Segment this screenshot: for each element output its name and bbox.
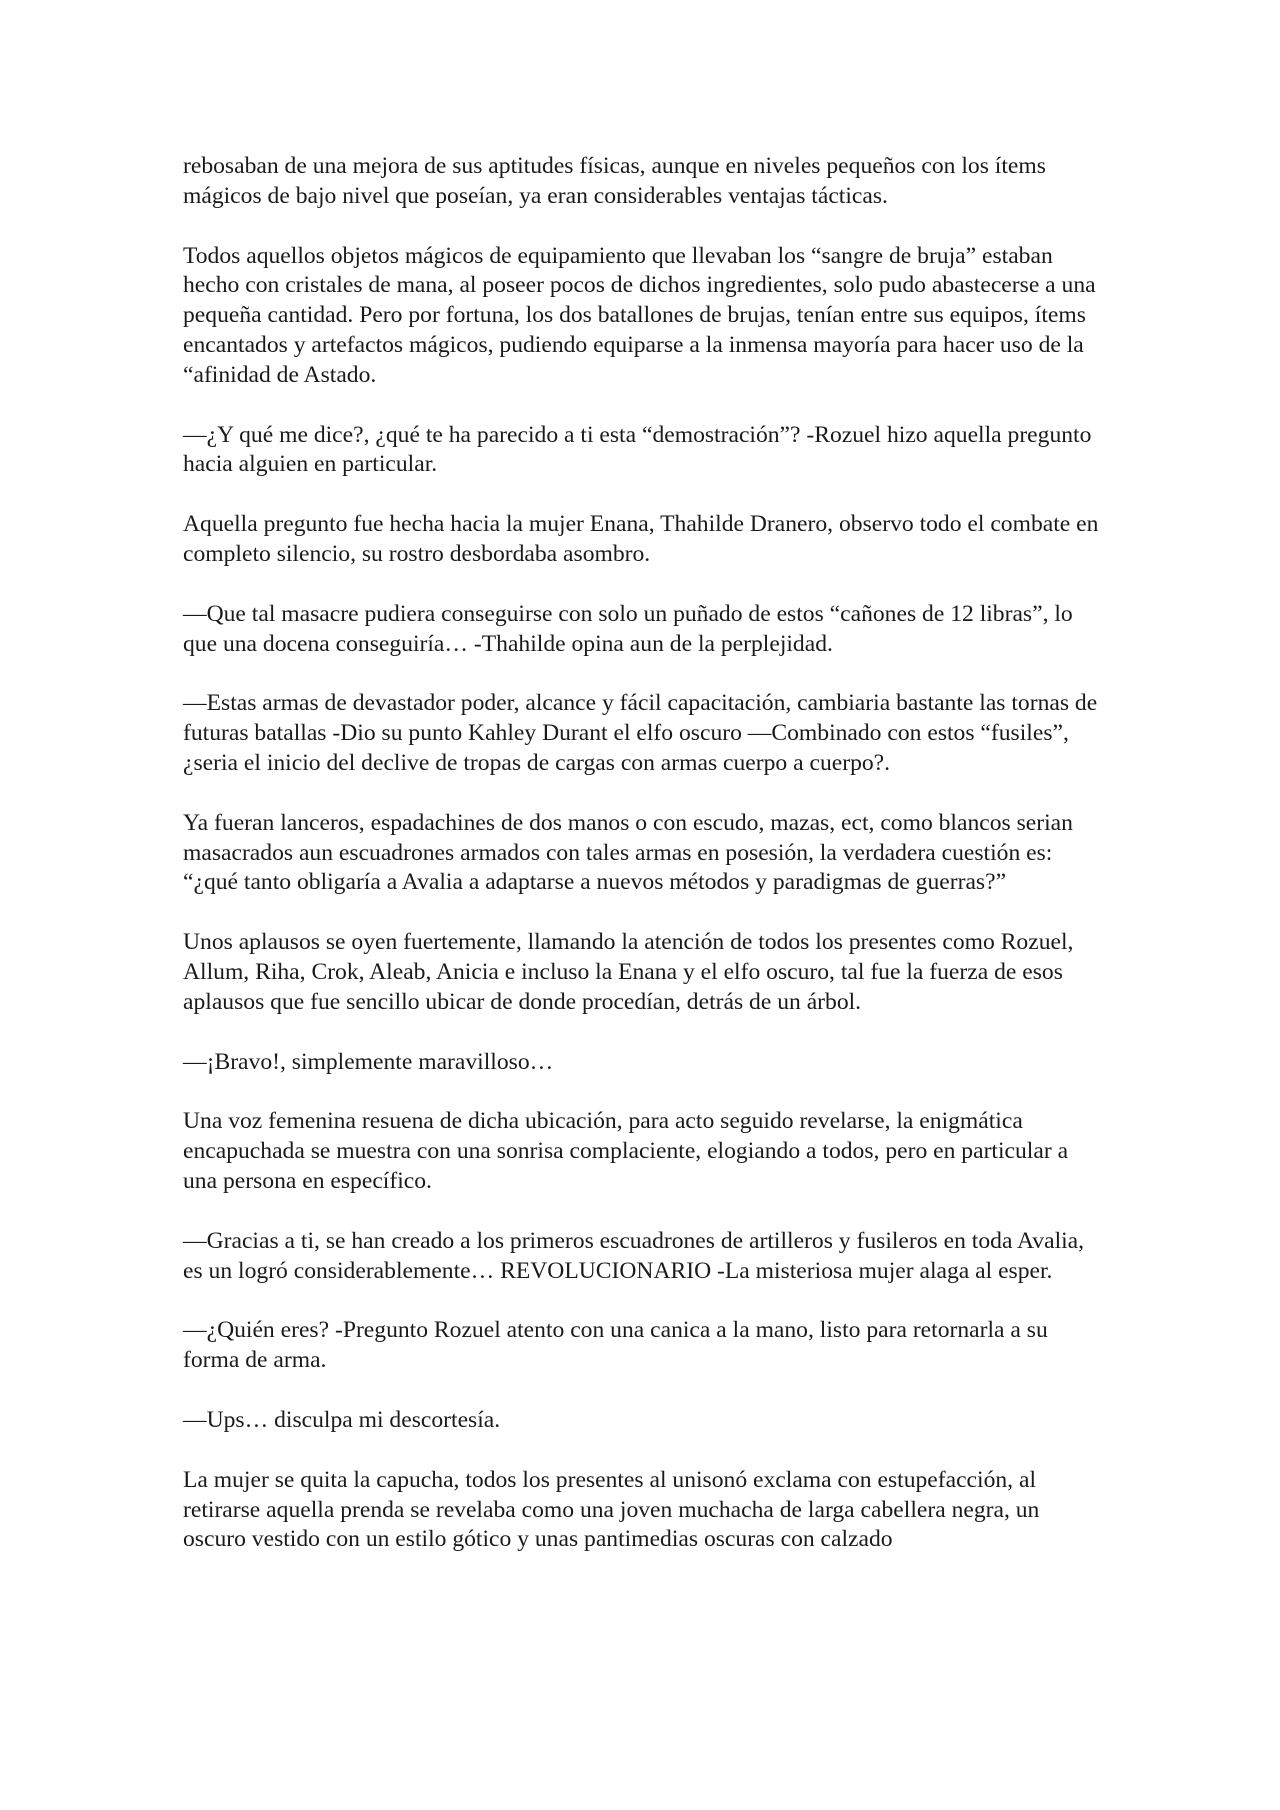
paragraph: —¡Bravo!, simplemente maravilloso… <box>183 1048 554 1075</box>
paragraph: Todos aquellos objetos mágicos de equipamiento que llevaban los “sangre de bruja” estaban hecho con cristales de mana, al poseer pocos de dichos ingredientes, solo pudo abastecerse a una pequeña cantidad. Pero por fortuna, los dos batallones de brujas, tenían entre sus equipos, ítems encantados y artefactos mágicos, pudiendo equiparse a la inmensa mayoría para hacer uso de la “afinidad de Astado. <box>183 242 1096 388</box>
paragraph: Una voz femenina resuena de dicha ubicación, para acto seguido revelarse, la enigmática encapuchada se muestra con una sonrisa complaciente, elogiando a todos, pero en particular a una persona en específico. <box>183 1108 1069 1194</box>
paragraph: Ya fueran lanceros, espadachines de dos manos o con escudo, mazas, ect, como blancos serian masacrados aun escuadrones armados con tales armas en posesión, la verdadera cuestión es: “¿qué tanto obligaría a Avalia a adaptarse a nuevos métodos y paradigmas de guerras?” <box>183 809 1073 896</box>
paragraph: Aquella pregunto fue hecha hacia la mujer Enana, Thahilde Dranero, observo todo el combate en completo silencio, su rostro desbordaba asombro. <box>183 511 1099 567</box>
paragraph: La mujer se quita la capucha, todos los presentes al unisonó exclama con estupefacción, al retirarse aquella prenda se revelaba como una joven muchacha de larga cabellera negra, un oscuro vestido con un estilo gótico y unas pantimedias oscuras con calzado <box>183 1466 1040 1553</box>
paragraph: —¿Quién eres? -Pregunto Rozuel atento con una canica a la mano, listo para retornarla a su forma de arma. <box>183 1317 1048 1374</box>
paragraph: —Estas armas de devastador poder, alcance y fácil capacitación, cambiaria bastante las tornas de futuras batallas -Dio su punto Kahley Durant el elfo oscuro —Combinado con estos “fusiles”, ¿seria el inicio del declive de tropas de cargas con armas cuerpo a cuerpo?. <box>183 690 1098 776</box>
paragraph: —Que tal masacre pudiera conseguirse con solo un puñado de estos “cañones de 12 libras”, lo que una docena conseguiría… -Thahilde opina aun de la perplejidad. <box>183 600 1073 657</box>
paragraph: rebosaban de una mejora de sus aptitudes físicas, aunque en niveles pequeños con los ítems mágicos de bajo nivel que poseían, ya eran considerables ventajas tácticas. <box>183 153 1046 209</box>
paragraph: —Gracias a ti, se han creado a los primeros escuadrones de artilleros y fusileros en toda Avalia, es un logró considerablemente… REVOLUCIONARIO -La misteriosa mujer alaga al esper. <box>183 1227 1085 1284</box>
paragraph: —Ups… disculpa mi descortesía. <box>183 1406 501 1433</box>
paragraph: Unos aplausos se oyen fuertemente, llamando la atención de todos los presentes como Rozuel, Allum, Riha, Crok, Aleab, Anicia e incluso la Enana y el elfo oscuro, tal fue la fuerza de esos aplausos que fue sencillo ubicar de donde procedían, detrás de un árbol. <box>183 929 1074 1015</box>
document-body <box>183 152 1103 1585</box>
paragraph: —¿Y qué me dice?, ¿qué te ha parecido a ti esta “demostración”? -Rozuel hizo aquella pregunto hacia alguien en particular. <box>183 421 1092 478</box>
